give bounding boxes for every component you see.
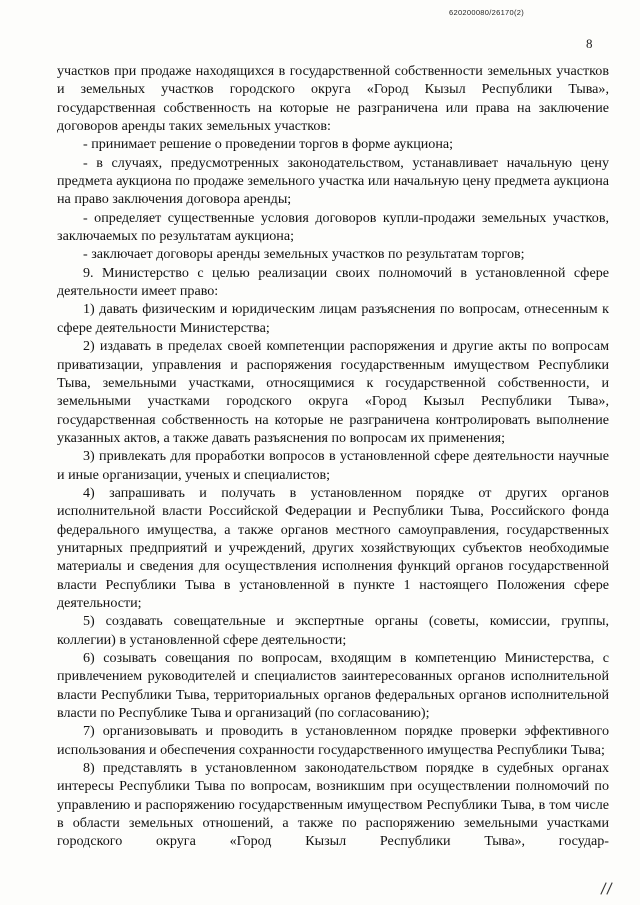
paragraph-right-2: 2) издавать в пределах своей компетенции распоряжения и другие акты по вопросам приватизации, управления и распоряжения государственным имуществом Республики Тыва, земельными участками, относящимися к государственной собственности, и земельными участками городского округа «Город Кызыл Республики Тыва», государственная собственность на которые не разграничена контролировать выполнение указанных актов, а также давать разъяснения по вопросам их применения; [57,338,609,446]
document-code: 620200080/26170(2) [449,8,525,17]
paragraph-right-6: 6) созывать совещания по вопросам, входящим в компетенцию Министерства, с привлечением руководителей и специалистов заинтересованных органов исполнительной власти Республики Тыва, территориальных органов федеральных органов исполнительной власти по Республике Тыва и организаций (по согласованию); [57,650,609,722]
paragraph-land-plots-continuation: участков при продаже находящихся в государственной собственности земельных участков и земельных участков городского округа «Город Кызыл Республики Тыва», государственная собственность на которые не разграничена или права на заключение договоров аренды таких земельных участков: [57,63,609,135]
paragraph-right-3: 3) привлекать для проработки вопросов в установленной сфере деятельности научные и иные организации, ученых и специалистов; [57,448,609,483]
paragraph-contract-terms: - определяет существенные условия договоров купли-продажи земельных участков, заключаемых по результатам аукциона; [57,209,609,245]
paragraph-right-5: 5) создавать совещательные и экспертные органы (советы, комиссии, группы, коллегии) в установленной сфере деятельности; [57,613,609,648]
paragraph-starting-price: - в случаях, предусмотренных законодательством, устанавливает начальную цену предмета аукциона по продаже земельного участка или начальную цену предмета аукциона на право заключения договора аренды; [57,154,609,208]
paragraph-right-1: 1) давать физическим и юридическим лицам разъяснения по вопросам, отнесенным к сфере деятельности Министерства; [57,301,609,336]
paragraph-ministry-rights: 9. Министерство с целью реализации своих полномочий в установленной сфере деятельности имеет право: [57,264,609,300]
paragraph-auction-decision: - принимает решение о проведении торгов в форме аукциона; [83,136,454,153]
paragraph-right-4: 4) запрашивать и получать в установленном порядке от других органов исполнительной власти Российской Федерации и Республики Тыва, Российского фонда федерального имущества, а также органов местного самоуправления, государственных унитарных предприятий и учреждений, других хозяйствующих субъектов необходимые материалы и сведения для осуществления исполнения функций органов государственной власти Республики Тыва в установленной в пункте 1 настоящего Положения сфере деятельности; [57,484,609,611]
document-body [57,62,609,851]
paragraph-right-7: 7) организовывать и проводить в установленном порядке проверки эффективного использования и обеспечения сохранности государственного имущества Республики Тыва; [57,723,609,758]
paragraph-right-8: 8) представлять в установленном законодательством порядке в судебных органах интересы Республики Тыва по вопросам, возникшим при осуществлении полномочий по управлению и распоряжению государственным имуществом Республики Тыва, в том числе в области земельных отношений, а также по распоряжению земельными участками городского округа «Город Кызыл Республики Тыва», государ- [57,760,609,850]
handwritten-mark-icon [598,881,618,895]
page-number: 8 [586,36,593,51]
paragraph-lease-contracts: - заключает договоры аренды земельных участков по результатам торгов; [83,246,525,263]
